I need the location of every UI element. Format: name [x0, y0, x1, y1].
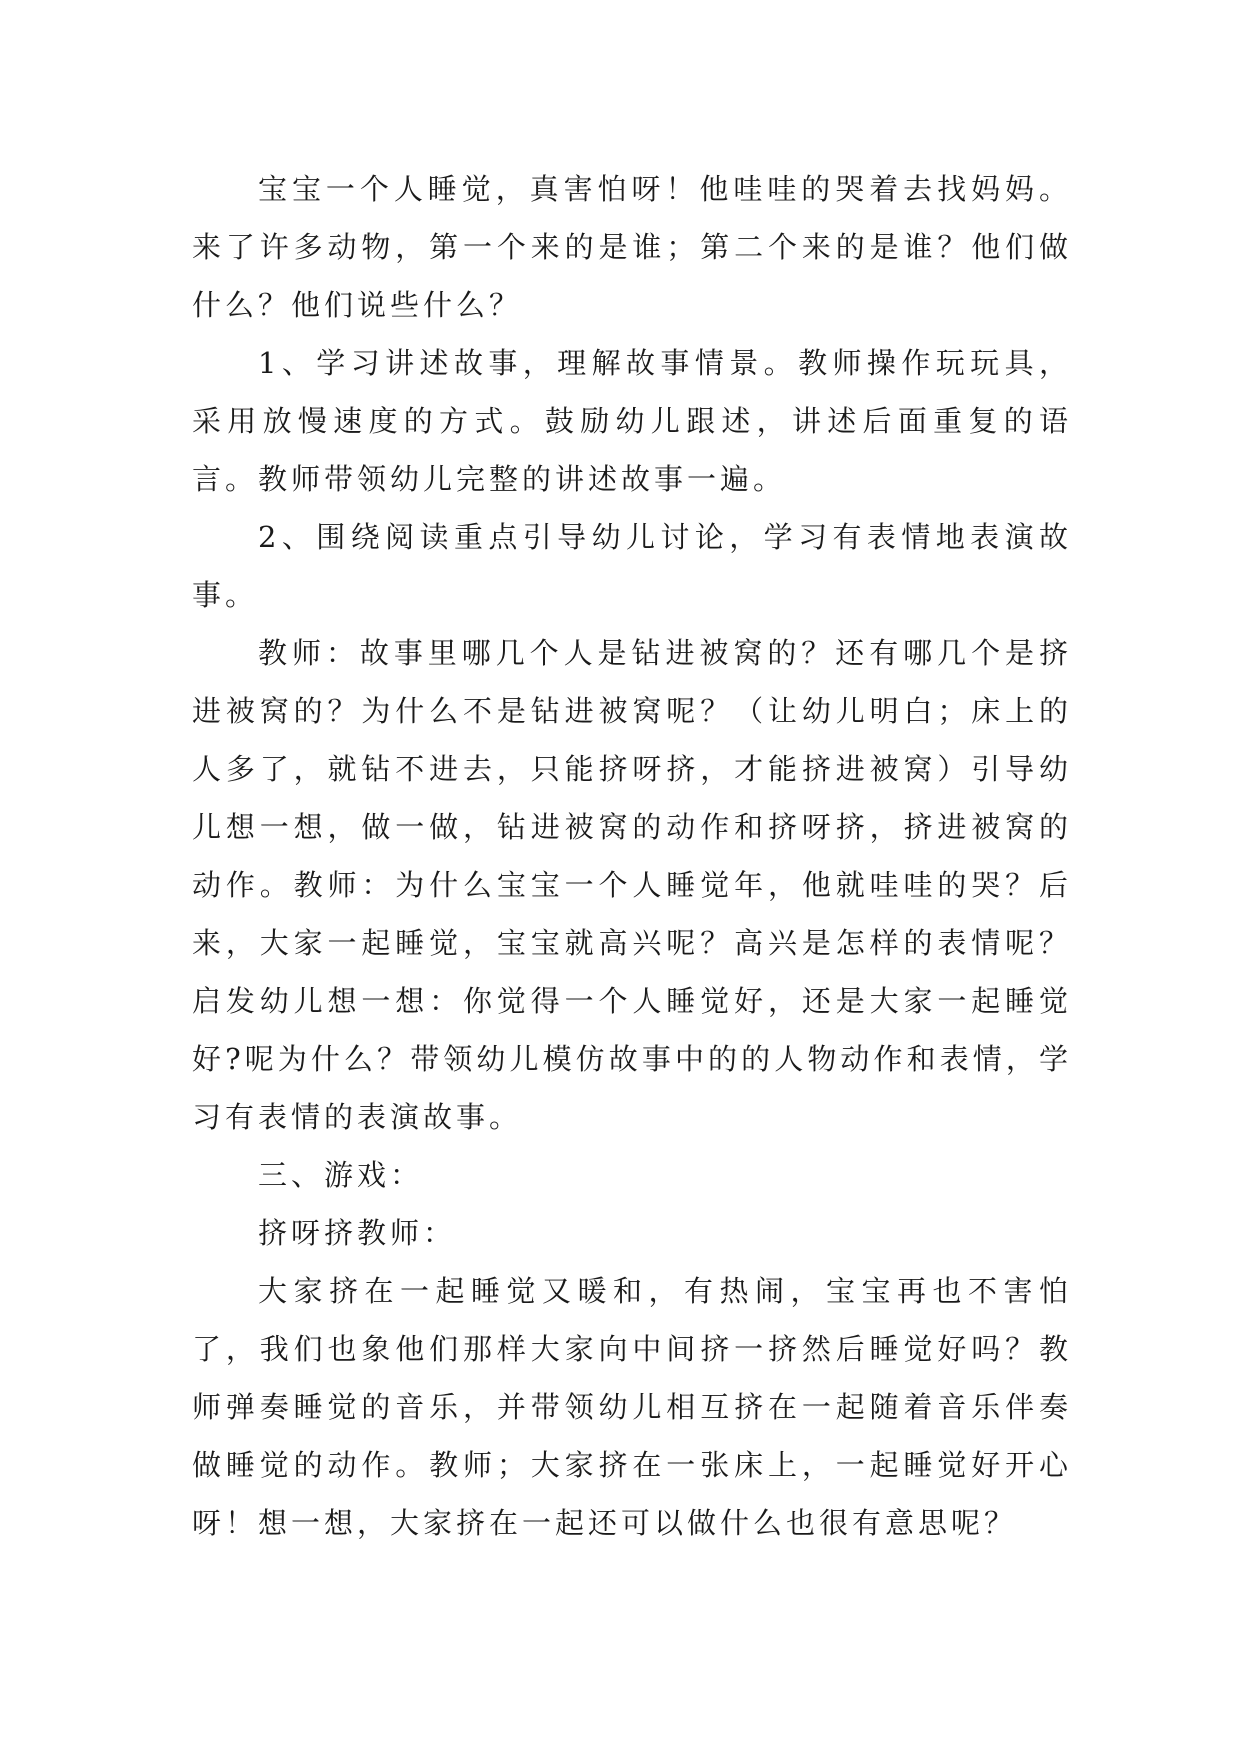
document-body: [192, 160, 1072, 1552]
paragraph-section-game: 三、游戏：: [258, 1158, 424, 1192]
paragraph-game-description: 大家挤在一起睡觉又暖和，有热闹，宝宝再也不害怕了，我们也象他们那样大家向中间挤一挤然后睡觉好吗？教师弹奏睡觉的音乐，并带领幼儿相互挤在一起随着音乐伴奏做睡觉的动作。教师；大家挤在一张床上，一起睡觉好开心呀！想一想，大家挤在一起还可以做什么也很有意思呢？: [192, 1274, 1072, 1540]
paragraph-story-intro: 宝宝一个人睡觉，真害怕呀！他哇哇的哭着去找妈妈。来了许多动物，第一个来的是谁；第二个来的是谁？他们做什么？他们说些什么？: [192, 172, 1072, 322]
paragraph-game-title: 挤呀挤教师：: [258, 1216, 457, 1250]
paragraph-step-2: 2、围绕阅读重点引导幼儿讨论，学习有表情地表演故事。: [192, 520, 1072, 612]
paragraph-step-1: 1、学习讲述故事，理解故事情景。教师操作玩玩具，采用放慢速度的方式。鼓励幼儿跟述，讲述后面重复的语言。教师带领幼儿完整的讲述故事一遍。: [192, 346, 1072, 496]
paragraph-teacher-discussion: 教师：故事里哪几个人是钻进被窝的？还有哪几个是挤进被窝的？为什么不是钻进被窝呢？（让幼儿明白；床上的人多了，就钻不进去，只能挤呀挤，才能挤进被窝）引导幼儿想一想，做一做，钻进被窝的动作和挤呀挤，挤进被窝的动作。教师：为什么宝宝一个人睡觉年，他就哇哇的哭？后来，大家一起睡觉，宝宝就高兴呢？高兴是怎样的表情呢？启发幼儿想一想：你觉得一个人睡觉好，还是大家一起睡觉好?呢为什么？带领幼儿模仿故事中的的人物动作和表情，学习有表情的表演故事。: [192, 636, 1072, 1134]
